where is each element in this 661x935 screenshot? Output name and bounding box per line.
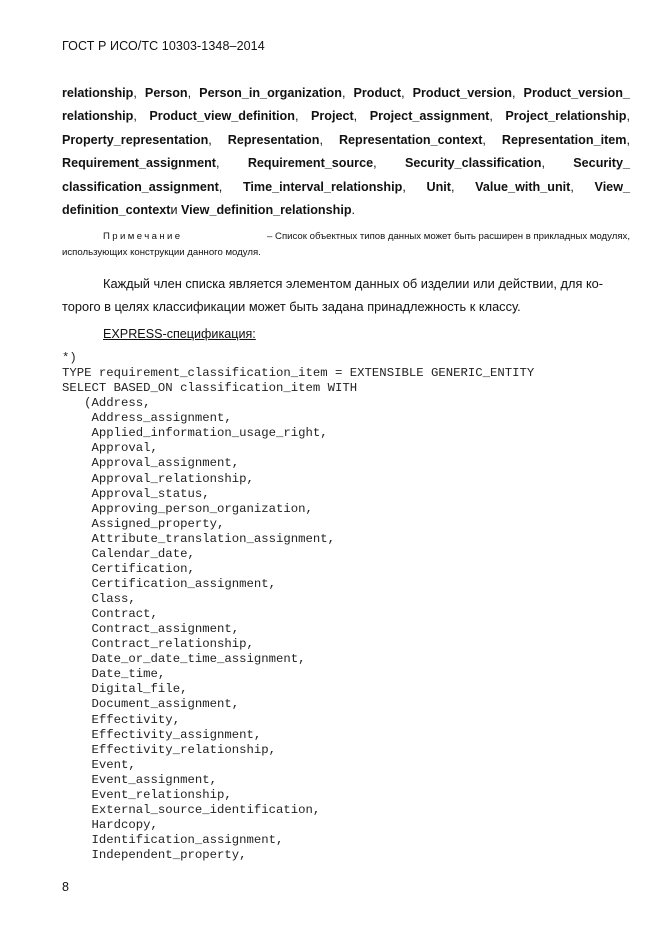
entity-name: Security_classification bbox=[404, 156, 542, 171]
entity-term: relationship, bbox=[62, 86, 137, 100]
code-line: Applied_information_usage_right, bbox=[62, 426, 328, 441]
paragraph-line-2 bbox=[62, 295, 630, 318]
entity-term: Representation, bbox=[227, 132, 323, 147]
entity-name: Product_version_ bbox=[523, 86, 630, 100]
code-line: Assigned_property, bbox=[62, 516, 225, 531]
entity-name: Project_relationship bbox=[505, 109, 627, 124]
code-line: Date_or_date_time_assignment, bbox=[62, 652, 306, 667]
entity-term: Project_assignment, bbox=[369, 109, 493, 124]
code-line: Calendar_date, bbox=[62, 546, 195, 561]
entity-term: Project, bbox=[310, 109, 358, 124]
entity-name: Project_assignment bbox=[369, 109, 490, 124]
code-line: Document_assignment, bbox=[62, 697, 240, 712]
code-line: Certification, bbox=[62, 561, 195, 576]
code-line: Approval, bbox=[62, 441, 158, 456]
entity-term bbox=[62, 199, 170, 222]
entity-term: Product_view_definition, bbox=[149, 109, 299, 124]
entity-term: Person_in_organization, bbox=[199, 86, 346, 100]
note-text-1: – Список объектных типов данных может быть расширен в прикладных модулях, bbox=[267, 231, 630, 242]
entity-name: Person bbox=[144, 86, 188, 100]
code-line: Approving_person_organization, bbox=[62, 501, 313, 516]
code-line: Approval_status, bbox=[62, 486, 210, 501]
entity-term: Security_classification, bbox=[404, 156, 545, 171]
note-line-2 bbox=[62, 245, 630, 261]
code-line: Independent_property, bbox=[62, 848, 247, 863]
entity-name: Product_view_definition bbox=[149, 109, 295, 124]
code-line: Effectivity_assignment, bbox=[62, 727, 262, 742]
note-label: Примечание bbox=[103, 231, 183, 242]
code-line: Class, bbox=[62, 592, 136, 606]
entity-name: Property_representation bbox=[62, 132, 209, 147]
paragraph-text-2: торого в целях классификации может быть задана принадлежность к классу. bbox=[62, 299, 521, 315]
entity-name: View_ bbox=[594, 179, 630, 194]
entity-name: definition_context bbox=[62, 202, 171, 217]
entity-list-line bbox=[62, 152, 630, 175]
entity-name: relationship bbox=[62, 109, 134, 124]
entity-term: classification_assignment, bbox=[62, 179, 223, 194]
entity-name: Time_interval_relationship bbox=[242, 179, 403, 194]
entity-term bbox=[573, 152, 630, 175]
entity-list-line bbox=[62, 176, 630, 199]
code-line: TYPE requirement_classification_item = EXTENSIBLE GENERIC_ENTITY bbox=[62, 366, 535, 381]
entity-name: View_definition_relationship bbox=[181, 202, 352, 217]
entity-list-line bbox=[62, 82, 630, 105]
entity-name: Security_ bbox=[573, 156, 630, 171]
entity-term: Unit, bbox=[426, 179, 455, 194]
code-line: (Address, bbox=[62, 396, 151, 411]
code-line: External_source_identification, bbox=[62, 802, 321, 817]
entity-list-line bbox=[62, 129, 630, 152]
code-line: Digital_file, bbox=[62, 682, 188, 697]
code-line: Event, bbox=[62, 757, 136, 772]
express-code-block bbox=[62, 351, 534, 863]
code-line: Identification_assignment, bbox=[62, 833, 284, 847]
entity-name: Representation bbox=[227, 132, 320, 147]
code-line: Address_assignment, bbox=[62, 411, 232, 426]
paragraph-text-1: Каждый член списка является элементом данных об изделии или действии, для ко- bbox=[103, 276, 604, 291]
entity-term bbox=[524, 82, 630, 105]
entity-name: Requirement_source bbox=[247, 156, 374, 171]
code-line: Contract_assignment, bbox=[62, 622, 240, 637]
code-line: Certification_assignment, bbox=[62, 576, 277, 591]
entity-term: Representation_item, bbox=[501, 132, 630, 147]
note-line-1 bbox=[62, 229, 630, 245]
entity-term: Representation_context, bbox=[338, 132, 486, 147]
entity-term: Value_with_unit, bbox=[475, 179, 574, 194]
standard-title: ГОСТ Р ИСО/ТС 10303-1348–2014 bbox=[62, 39, 265, 53]
entity-name: Representation_item bbox=[501, 132, 627, 147]
entity-list-line bbox=[62, 199, 630, 222]
code-line: SELECT BASED_ON classification_item WITH bbox=[62, 381, 358, 396]
note bbox=[62, 229, 630, 261]
entity-name: Product bbox=[353, 86, 402, 100]
code-line: Approval_relationship, bbox=[62, 471, 254, 486]
entity-term: Requirement_source, bbox=[247, 156, 377, 171]
paragraph-line-1 bbox=[62, 272, 630, 295]
code-line: Approval_assignment, bbox=[62, 456, 240, 471]
code-line: Hardcopy, bbox=[62, 817, 158, 832]
entity-list-line bbox=[62, 105, 630, 128]
entity-name: Product_version bbox=[412, 86, 512, 100]
entity-term: Time_interval_relationship, bbox=[242, 179, 406, 194]
express-spec-heading: EXPRESS-спецификация: bbox=[103, 327, 256, 341]
document-header bbox=[62, 39, 265, 53]
entity-name: Value_with_unit bbox=[475, 179, 571, 194]
entity-term: Product_version, bbox=[412, 86, 516, 100]
code-line: Effectivity_relationship, bbox=[62, 742, 277, 757]
code-line: Attribute_translation_assignment, bbox=[62, 531, 336, 546]
code-line: *) bbox=[62, 351, 77, 365]
entity-term: Property_representation, bbox=[62, 132, 212, 147]
code-line: Contract, bbox=[62, 607, 158, 622]
entity-term: Product, bbox=[353, 86, 405, 100]
code-line: Date_time, bbox=[62, 667, 166, 682]
code-line: Event_assignment, bbox=[62, 772, 217, 787]
entity-name: classification_assignment bbox=[62, 179, 219, 194]
entity-name: Representation_context bbox=[338, 132, 483, 147]
entity-name: Requirement_assignment bbox=[62, 156, 216, 171]
entity-name: Person_in_organization bbox=[199, 86, 342, 100]
code-line: Event_relationship, bbox=[62, 787, 232, 802]
entity-term: Project_relationship, bbox=[505, 109, 630, 124]
code-line: Effectivity, bbox=[62, 712, 181, 727]
entity-term: Requirement_assignment, bbox=[62, 156, 220, 171]
entity-term: Person, bbox=[144, 86, 192, 100]
code-line: Contract_relationship, bbox=[62, 637, 254, 652]
page-number: 8 bbox=[62, 880, 69, 894]
entity-list-paragraph bbox=[62, 82, 630, 222]
entity-term: relationship, bbox=[62, 109, 137, 124]
entity-name: Unit bbox=[426, 179, 451, 194]
note-text-2: использующих конструкции данного модуля. bbox=[62, 247, 261, 259]
body-paragraph bbox=[62, 272, 630, 319]
entity-name: relationship bbox=[62, 86, 134, 100]
entity-list-tail: и View_definition_relationship. bbox=[170, 202, 356, 217]
entity-name: Project bbox=[310, 109, 354, 124]
entity-term bbox=[595, 176, 630, 199]
